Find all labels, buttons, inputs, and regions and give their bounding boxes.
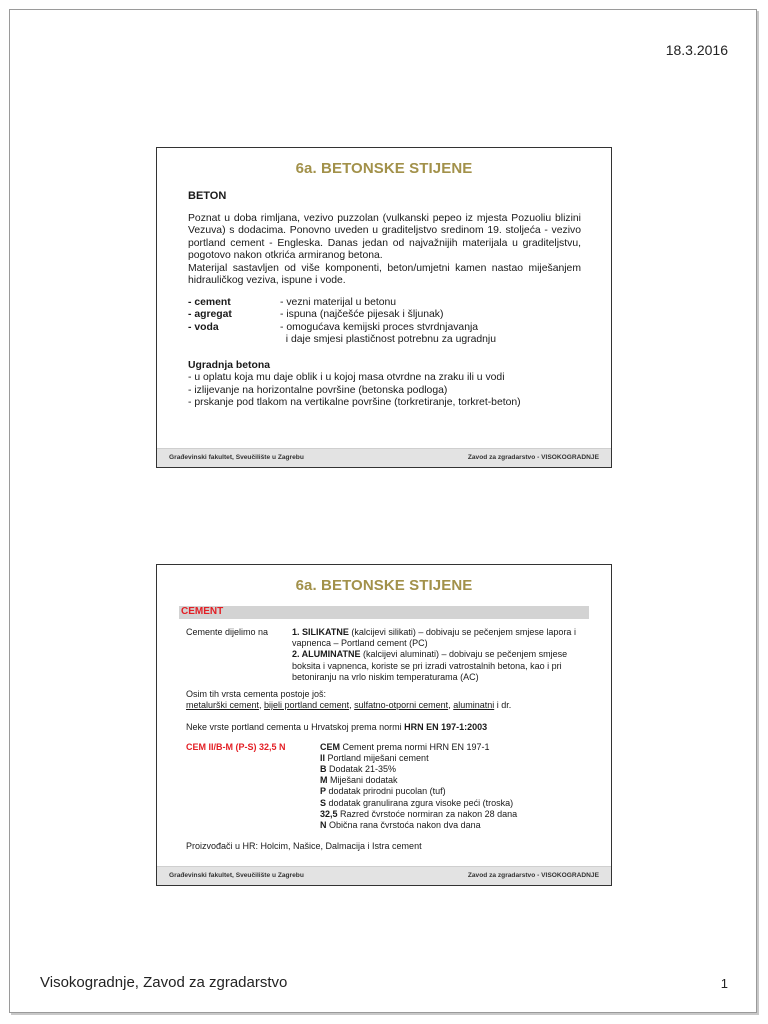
component-desc: - ispuna (najčešće pijesak i šljunak) — [280, 309, 444, 320]
slide-body — [188, 190, 581, 410]
intro-paragraph: Poznat u doba rimljana, vezivo puzzolan (vulkanski pepeo iz mjesta Pozuoliu blizini Vezuva) s dodacima. Ponovno uveden u graditeljstvo sredinom 19. stoljeća - vezivo portland cement - Engleska. Danas jedan od najvažnijih materijala u graditeljstvu, pogotovo nakon otkrića armiranog betona. — [188, 212, 581, 261]
legend-item: N Obična rana čvrstoća nakon dva dana — [320, 820, 481, 831]
slide-cement — [156, 564, 612, 886]
slide-body — [186, 627, 589, 852]
legend-item: S dodatak granulirana zgura visoke peći (troska) — [320, 797, 514, 808]
cem-designation — [186, 742, 589, 832]
component-row — [188, 297, 581, 310]
cement-type-2: 2. ALUMINATNE (kalcijevi aluminati) – dobivaju se pečenjem smjese boksita i vapnenca, koriste se pri izradi vatrostalnih betona, kao i pri betoniranju na vrlo niskim temperaturama (AC) — [292, 649, 568, 682]
component-term: - agregat — [188, 309, 232, 320]
producers-line: Proizvođači u HR: Holcim, Našice, Dalmacija i Istra cement — [186, 841, 422, 852]
cem-legend — [320, 742, 589, 832]
component-row — [188, 334, 581, 347]
component-desc: - omogućava kemijski proces stvrdnjavanja — [280, 321, 479, 333]
slide-beton — [156, 147, 612, 468]
norm-line: Neke vrste portland cementa u Hrvatskoj prema normi HRN EN 197-1:2003 — [186, 722, 488, 733]
component-row — [188, 309, 581, 322]
split-label: Cemente dijelimo na — [186, 627, 269, 637]
legend-item: P dodatak prirodni pucolan (tuf) — [320, 786, 446, 797]
slide-title: 6a. BETONSKE STIJENE — [295, 577, 473, 594]
slide-footer — [157, 866, 611, 885]
slide-footer-right: Zavod za zgradarstvo - VISOKOGRADNJE — [467, 872, 599, 879]
legend-item: B Dodatak 21-35% — [320, 764, 397, 775]
install-heading: Ugradnja betona — [188, 359, 270, 371]
cement-type-1: 1. SILIKATNE (kalcijevi silikati) – dobivaju se pečenjem smjese lapora i vapnenca – Portland cement (PC) — [292, 627, 576, 649]
slide-footer-left: Građevinski fakultet, Sveučilište u Zagrebu — [169, 454, 304, 461]
cement-type-list — [292, 627, 589, 683]
cement-types — [186, 627, 589, 683]
cem-code: CEM II/B-M (P-S) 32,5 N — [186, 741, 286, 752]
other-intro: Osim tih vrsta cementa postoje još: — [186, 689, 327, 700]
intro-paragraph-2: Materijal sastavljen od više komponenti, beton/umjetni kamen nastao miješanjem hidrauličkog veziva, ispune i vode. — [188, 262, 581, 286]
section-bar — [179, 606, 589, 619]
component-desc: - vezni materijal u betonu — [280, 296, 397, 308]
component-row — [188, 322, 581, 335]
component-term: - cement — [188, 296, 231, 308]
legend-item: II Portland miješani cement — [320, 752, 429, 763]
slide-title: 6a. BETONSKE STIJENE — [295, 160, 473, 177]
slide-footer — [157, 448, 611, 467]
component-term: - voda — [188, 321, 219, 333]
install-item: - u oplatu koja mu daje oblik i u kojoj masa otvrdne na zraku ili u vodi — [188, 372, 505, 383]
component-desc: i daje smjesi plastičnost potrebnu za ugradnju — [280, 334, 497, 345]
component-term — [188, 334, 280, 347]
legend-item: M Miješani dodatak — [320, 775, 398, 786]
slide-footer-right: Zavod za zgradarstvo - VISOKOGRADNJE — [467, 454, 599, 461]
slide-footer-left: Građevinski fakultet, Sveučilište u Zagrebu — [169, 872, 304, 879]
page-footer-title: Visokogradnje, Zavod za zgradarstvo — [40, 974, 288, 991]
page-date: 18.3.2016 — [665, 42, 728, 58]
section-heading: BETON — [188, 190, 227, 202]
legend-item: 32,5 Razred čvrstoće normiran za nakon 28 dana — [320, 808, 518, 819]
legend-item: CEM Cement prema normi HRN EN 197-1 — [320, 741, 490, 752]
section-label: CEMENT — [181, 606, 224, 617]
install-item: - prskanje pod tlakom na vertikalne površine (torkretiranje, torkret-beton) — [188, 397, 521, 408]
page-number: 1 — [720, 976, 728, 991]
other-types: metalurški cement, bijeli portland cement, sulfatno-otporni cement, aluminatni i dr. — [186, 700, 512, 711]
install-item: - izlijevanje na horizontalne površine (betonska podloga) — [188, 384, 448, 396]
